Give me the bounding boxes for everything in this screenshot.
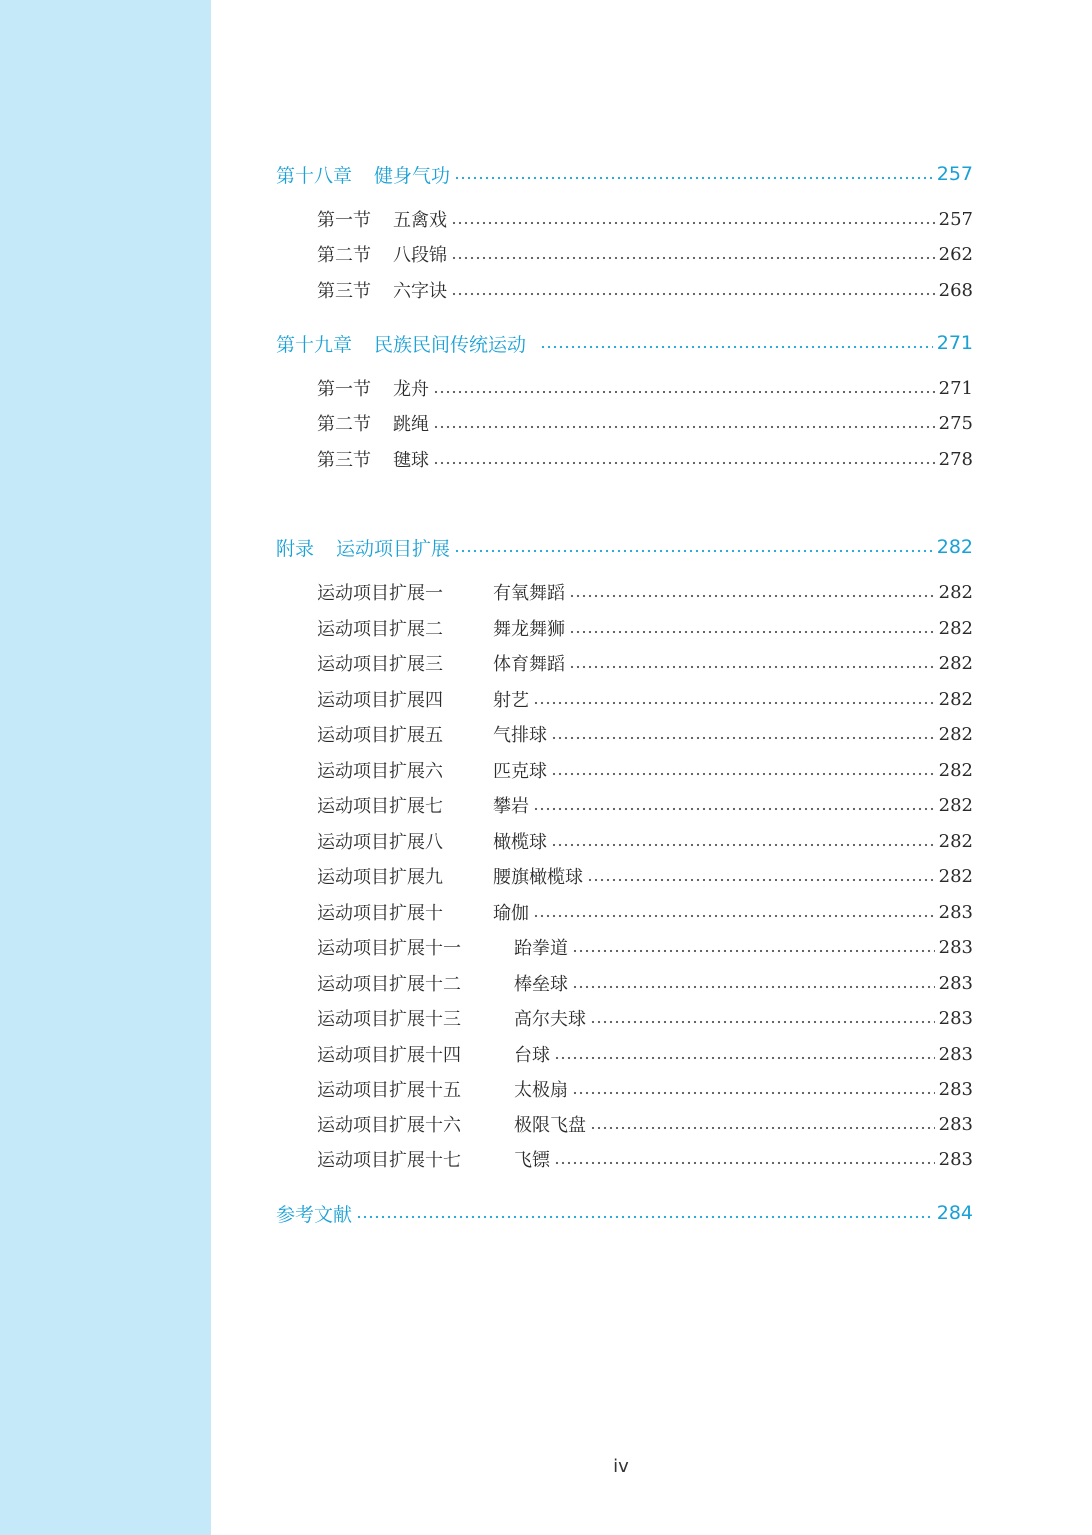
extension-title: 台球 [514, 1045, 550, 1066]
page-ref: 284 [936, 1202, 973, 1224]
dot-leader [569, 582, 935, 602]
dot-leader [551, 760, 935, 780]
page-ref: 283 [938, 901, 973, 923]
extension-title: 跆拳道 [514, 938, 568, 959]
section-title: 八段锦 [393, 245, 447, 266]
extension-title: 瑜伽 [493, 903, 529, 924]
dot-leader [551, 724, 935, 744]
page-ref: 283 [938, 1113, 973, 1135]
section-label: 第二节 [317, 414, 371, 435]
toc-chapter-19[interactable] [276, 327, 973, 359]
dot-leader [572, 973, 935, 993]
dot-leader [551, 831, 935, 851]
section-title: 五禽戏 [393, 210, 447, 231]
toc-extension[interactable] [276, 825, 973, 857]
appendix-label: 附录 [276, 537, 315, 560]
extension-label: 运动项目扩展七 [317, 796, 443, 817]
toc-extension[interactable] [276, 860, 973, 892]
toc-extension[interactable] [276, 896, 973, 928]
dot-leader [587, 866, 935, 886]
page-ref: 282 [938, 581, 973, 603]
dot-leader [433, 449, 935, 469]
page-ref: 275 [938, 412, 973, 434]
page-number: iv [613, 1456, 629, 1477]
dot-leader [533, 902, 935, 922]
extension-label: 运动项目扩展十二 [317, 974, 461, 995]
section-label: 第一节 [317, 210, 371, 231]
toc-extension[interactable] [276, 647, 973, 679]
extension-title: 气排球 [493, 725, 547, 746]
chapter-label: 第十九章 [276, 333, 353, 356]
section-title: 毽球 [393, 450, 429, 471]
dot-leader [454, 537, 933, 557]
dot-leader [540, 333, 933, 353]
page-ref: 283 [938, 1007, 973, 1029]
extension-label: 运动项目扩展二 [317, 619, 443, 640]
extension-title: 攀岩 [493, 796, 529, 817]
toc-references[interactable] [276, 1197, 973, 1229]
dot-leader [554, 1044, 935, 1064]
extension-label: 运动项目扩展一 [317, 583, 443, 604]
toc-extension[interactable] [276, 1143, 973, 1175]
dot-leader [433, 413, 935, 433]
extension-label: 运动项目扩展十一 [317, 938, 461, 959]
dot-leader [451, 244, 935, 264]
page-ref: 283 [938, 1043, 973, 1065]
page-ref: 282 [938, 617, 973, 639]
appendix-title: 运动项目扩展 [336, 537, 451, 560]
extension-title: 飞镖 [514, 1150, 550, 1171]
extension-label: 运动项目扩展十七 [317, 1150, 461, 1171]
toc-extension[interactable] [276, 612, 973, 644]
extension-label: 运动项目扩展四 [317, 690, 443, 711]
chapter-title: 健身气功 [374, 164, 451, 187]
dot-leader [454, 164, 933, 184]
extension-label: 运动项目扩展十 [317, 903, 443, 924]
section-title: 龙舟 [393, 379, 429, 400]
dot-leader [590, 1008, 935, 1028]
page-ref: 278 [938, 448, 973, 470]
dot-leader [533, 689, 935, 709]
toc-section[interactable] [276, 274, 973, 306]
toc-section[interactable] [276, 443, 973, 475]
toc-extension[interactable] [276, 718, 973, 750]
page-ref: 283 [938, 1078, 973, 1100]
dot-leader [572, 1079, 935, 1099]
toc-extension[interactable] [276, 1002, 973, 1034]
toc-section[interactable] [276, 372, 973, 404]
extension-title: 射艺 [493, 690, 529, 711]
section-label: 第一节 [317, 379, 371, 400]
page-ref: 268 [938, 279, 973, 301]
page-ref: 262 [938, 243, 973, 265]
extension-title: 太极扇 [514, 1080, 568, 1101]
section-title: 跳绳 [393, 414, 429, 435]
page-ref: 271 [936, 332, 973, 354]
chapter-label: 第十八章 [276, 164, 353, 187]
dot-leader [590, 1114, 935, 1134]
dot-leader [433, 378, 935, 398]
page-ref: 282 [938, 688, 973, 710]
toc-extension[interactable] [276, 967, 973, 999]
extension-title: 高尔夫球 [514, 1009, 586, 1030]
extension-title: 有氧舞蹈 [493, 583, 565, 604]
sidebar-band [0, 0, 211, 1535]
dot-leader [451, 280, 935, 300]
page-ref: 282 [936, 536, 973, 558]
extension-label: 运动项目扩展十三 [317, 1009, 461, 1030]
toc-section[interactable] [276, 238, 973, 270]
page-ref: 283 [938, 972, 973, 994]
toc-extension[interactable] [276, 1073, 973, 1105]
toc-section[interactable] [276, 407, 973, 439]
dot-leader [356, 1203, 933, 1223]
extension-label: 运动项目扩展九 [317, 867, 443, 888]
toc-appendix[interactable] [276, 531, 973, 563]
section-label: 第三节 [317, 450, 371, 471]
page-ref: 282 [938, 830, 973, 852]
page-ref: 283 [938, 1148, 973, 1170]
dot-leader [569, 653, 935, 673]
extension-label: 运动项目扩展八 [317, 832, 443, 853]
extension-title: 体育舞蹈 [493, 654, 565, 675]
extension-label: 运动项目扩展六 [317, 761, 443, 782]
toc-extension[interactable] [276, 576, 973, 608]
toc-extension[interactable] [276, 754, 973, 786]
dot-leader [533, 795, 935, 815]
extension-title: 橄榄球 [493, 832, 547, 853]
section-label: 第二节 [317, 245, 371, 266]
references-title: 参考文献 [276, 1203, 353, 1226]
toc-extension[interactable] [276, 1038, 973, 1070]
extension-title: 极限飞盘 [514, 1115, 586, 1136]
toc-extension[interactable] [276, 789, 973, 821]
extension-title: 舞龙舞狮 [493, 619, 565, 640]
page-ref: 282 [938, 652, 973, 674]
section-label: 第三节 [317, 281, 371, 302]
extension-label: 运动项目扩展十四 [317, 1045, 461, 1066]
extension-title: 匹克球 [493, 761, 547, 782]
dot-leader [572, 937, 935, 957]
toc-extension[interactable] [276, 931, 973, 963]
extension-label: 运动项目扩展五 [317, 725, 443, 746]
extension-label: 运动项目扩展十六 [317, 1115, 461, 1136]
page-ref: 257 [936, 163, 973, 185]
dot-leader [569, 618, 935, 638]
toc-extension[interactable] [276, 683, 973, 715]
chapter-title: 民族民间传统运动 [374, 333, 527, 356]
page-ref: 282 [938, 759, 973, 781]
page-ref: 271 [938, 377, 973, 399]
dot-leader [554, 1149, 935, 1169]
dot-leader [451, 209, 935, 229]
extension-label: 运动项目扩展三 [317, 654, 443, 675]
toc-chapter-18[interactable] [276, 158, 973, 190]
extension-label: 运动项目扩展十五 [317, 1080, 461, 1101]
page-ref: 283 [938, 936, 973, 958]
extension-title: 棒垒球 [514, 974, 568, 995]
extension-title: 腰旗橄榄球 [493, 867, 583, 888]
toc-section[interactable] [276, 203, 973, 235]
page-ref: 282 [938, 794, 973, 816]
toc-extension[interactable] [276, 1108, 973, 1140]
section-title: 六字诀 [393, 281, 447, 302]
page-ref: 282 [938, 865, 973, 887]
page-ref: 282 [938, 723, 973, 745]
page-ref: 257 [938, 208, 973, 230]
